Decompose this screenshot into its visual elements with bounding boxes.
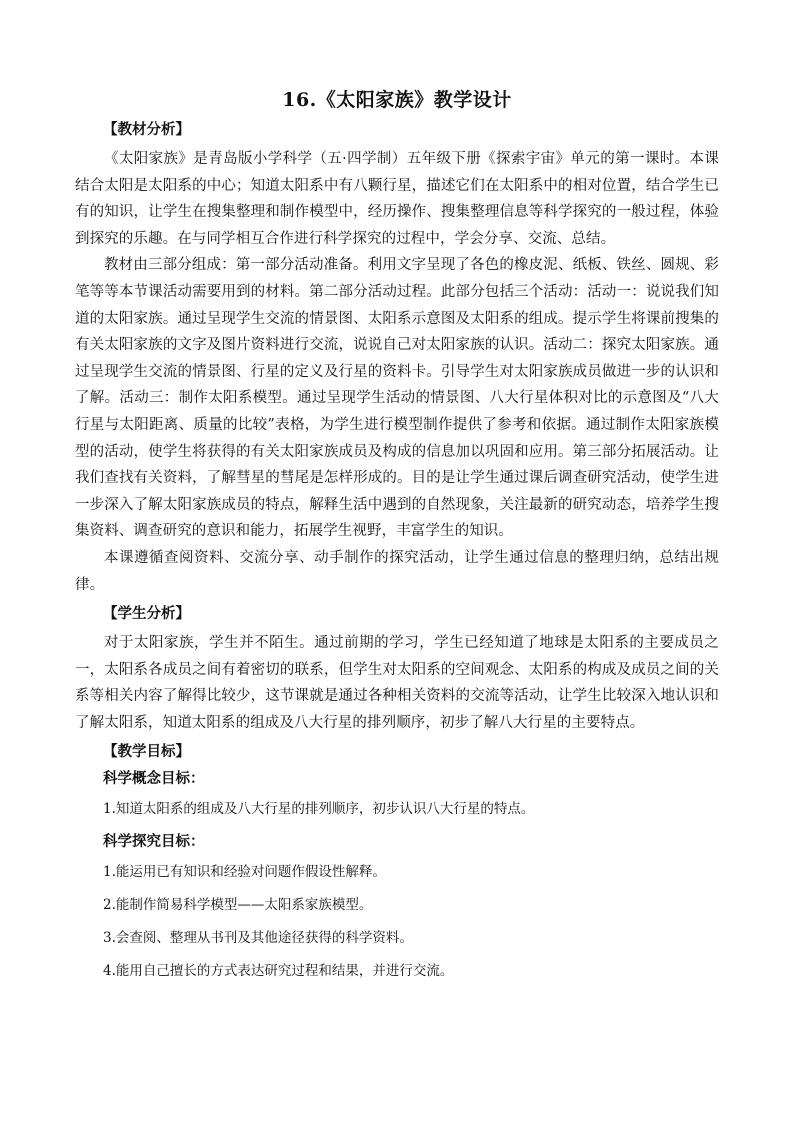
section-heading-student-analysis: 【学生分析】 [103,605,190,623]
document-title: 16.《太阳家族》教学设计 [282,89,512,111]
subheading-inquiry-goals: 科学探究目标： [103,833,205,851]
document-page [75,88,719,993]
inquiry-goal-item-4: 4.能用自己擅长的方式表达研究过程和结果，并进行交流。 [103,963,454,980]
subheading-concept-goals: 科学概念目标： [103,770,205,788]
inquiry-goal-item-1: 1.能运用已有知识和经验对问题作假设性解释。 [103,864,386,881]
paragraph-textbook-analysis-3: 本课遵循查阅资料、交流分享、动手制作的探究活动，让学生通过信息的整理归纳，总结出规律。 [75,549,719,593]
concept-goal-item-1: 1.知道太阳系的组成及八大行星的排列顺序，初步认识八大行星的特点。 [103,801,535,818]
paragraph-textbook-analysis-1: 《太阳家族》是青岛版小学科学（五·四学制）五年级下册《探索宇宙》单元的第一课时。本课结合太阳是太阳系的中心；知道太阳系中有八颗行星，描述它们在太阳系中的相对位置，结合学生已有的知识，让学生在搜集整理和制作模型中，经历操作、搜集整理信息等科学探究的一般过程，体验到探究的乐趣。在与同学相互合作进行科学探究的过程中，学会分享、交流、总结。 [75,151,719,247]
inquiry-goal-item-2: 2.能制作简易科学模型——太阳系家族模型。 [103,897,373,914]
paragraph-student-analysis-1: 对于太阳家族，学生并不陌生。通过前期的学习，学生已经知道了地球是太阳系的主要成员之一，太阳系各成员之间有着密切的联系，但学生对太阳系的空间观念、太阳系的构成及成员之间的关系等相关内容了解得比较少，这节课就是通过各种相关资料的交流等活动，让学生比较深入地认识和了解太阳系，知道太阳系的组成及八大行星的排列顺序，初步了解八大行星的主要特点。 [75,635,719,731]
inquiry-goal-item-3: 3.会查阅、整理从书刊及其他途径获得的科学资料。 [103,930,413,947]
paragraph-textbook-analysis-2: 教材由三部分组成：第一部分活动准备。利用文字呈现了各色的橡皮泥、纸板、铁丝、圆规、彩笔等等本节课活动需要用到的材料。第二部分活动过程。此部分包括三个活动：活动一：说说我们知道的太阳家族。通过呈现学生交流的情景图、太阳系示意图及太阳系的组成。提示学生将课前搜集的有关太阳家族的文字及图片资料进行交流，说说自己对太阳家族的认识。活动二：探究太阳家族。通过呈现学生交流的情景图、行星的定义及行星的资料卡。引导学生对太阳家族成员做进一步的认识和了解。活动三：制作太阳系模型。通过呈现学生活动的情景图、八大行星体积对比的示意图及“八大行星与太阳距离、质量的比较”表格，为学生进行模型制作提供了参考和依据。通过制作太阳家族模型的活动，使学生将获得的有关太阳家族成员及构成的信息加以巩固和应用。第三部分拓展活动。让我们查找有关资料，了解彗星的彗尾是怎样形成的。目的是让学生通过课后调查研究活动，使学生进一步深入了解太阳家族成员的特点，解释生活中遇到的自然现象，关注最新的研究动态，培养学生搜集资料、调查研究的意识和能力，拓展学生视野，丰富学生的知识。 [75,257,719,540]
section-heading-textbook-analysis: 【教材分析】 [103,121,190,138]
section-heading-teaching-goals: 【教学目标】 [103,743,190,761]
